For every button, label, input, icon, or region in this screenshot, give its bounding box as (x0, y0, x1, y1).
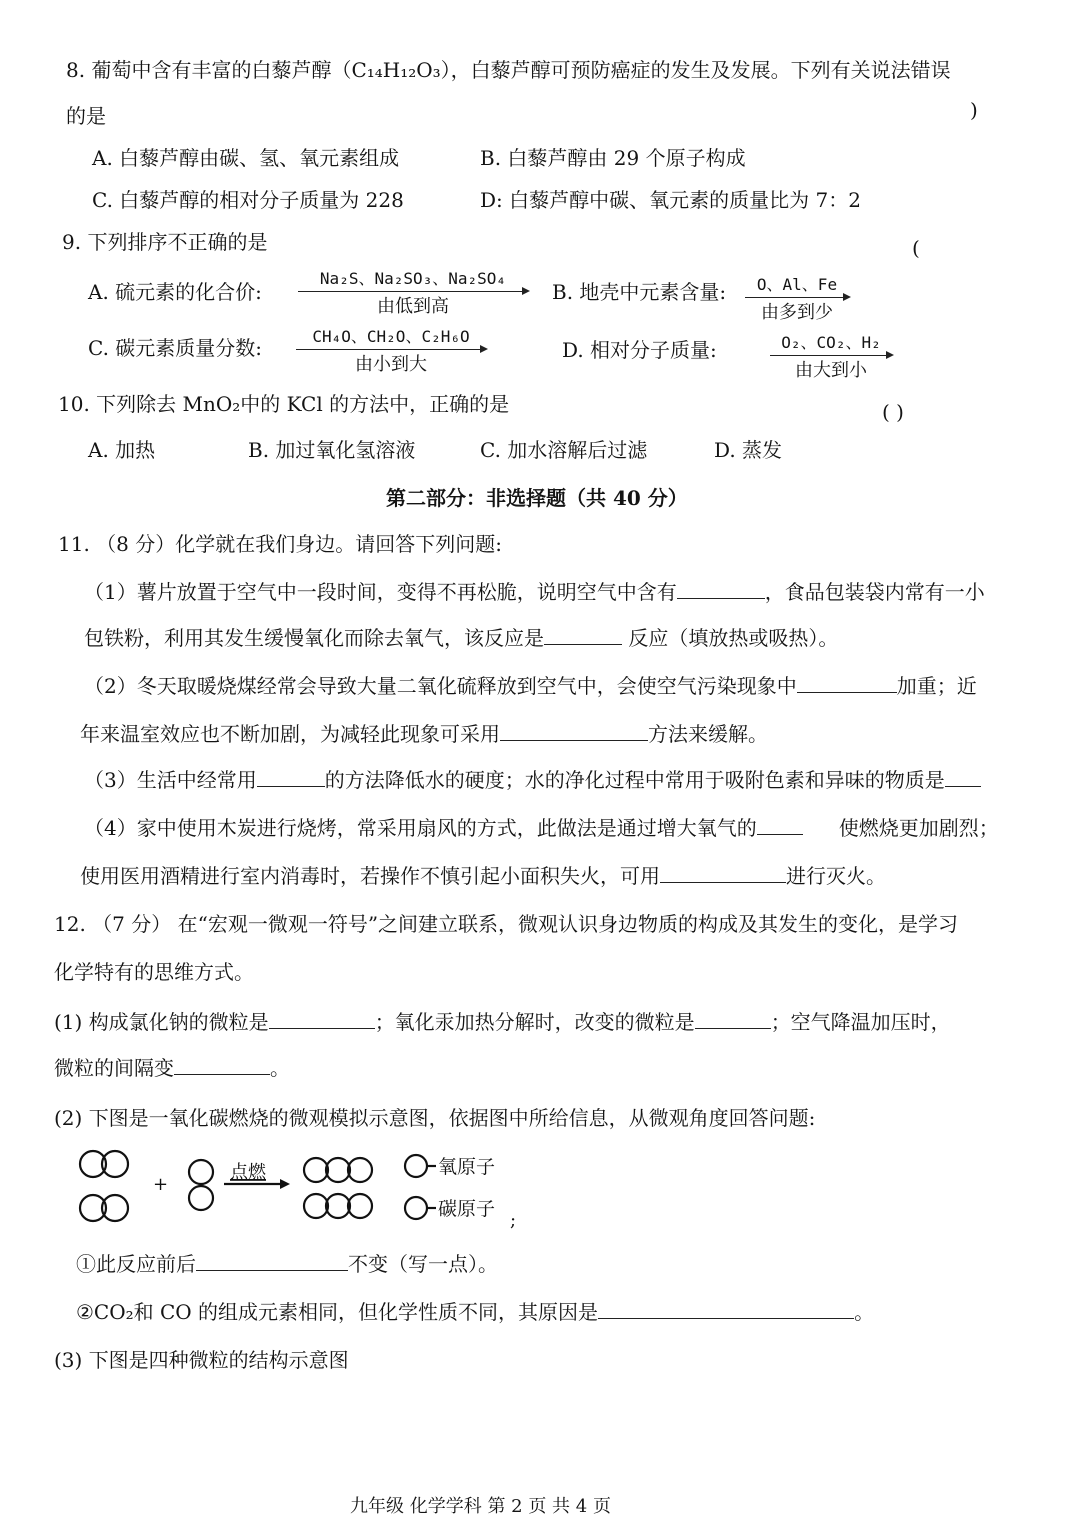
q8-answer-paren: ) (970, 98, 978, 122)
q11-part3-text-b: 的方法降低水的硬度；水的净化过程中常用于吸附色素和异味的物质是 (324, 768, 945, 792)
arrow-icon (296, 349, 486, 350)
q11-part2-text-a: （2）冬天取暖烧煤经常会导致大量二氧化硫释放到空气中，会使空气污染现象中 (84, 674, 797, 698)
legend-carbon-label: 碳原子 (438, 1198, 496, 1220)
q12-part1-text-a: (1) 构成氯化钠的微粒是 (54, 1010, 269, 1034)
q9-option-c-order: 由小到大 (355, 354, 427, 375)
q11-part1-text-d: 反应（填放热或吸热）。 (622, 626, 839, 650)
q8-stem-line1: 8. 葡萄中含有丰富的白藜芦醇（C₁₄H₁₂O₃），白藜芦醇可预防癌症的发生及发展。下列有关说法错误 (66, 58, 951, 82)
q9-option-a-arrow (298, 266, 528, 318)
q9-option-b-order: 由多到少 (761, 302, 833, 323)
q11-part2-text-d: 方法来缓解。 (648, 722, 768, 746)
q12-sub2-text-b: 。 (854, 1300, 875, 1324)
q9-option-b-arrow (745, 272, 849, 324)
q8-option-c: C. 白藜芦醇的相对分子质量为 228 (92, 188, 404, 212)
answer-blank[interactable] (660, 864, 786, 883)
q9-option-b-label: B. 地壳中元素含量: (552, 280, 727, 304)
answer-blank[interactable] (544, 626, 622, 645)
q12-part1-line1 (54, 1010, 951, 1034)
arrow-icon (770, 355, 892, 356)
q12-stem-line2: 化学特有的思维方式。 (54, 960, 254, 984)
legend-semicolon: ; (510, 1210, 517, 1230)
q12-part1-text-b: ；氧化汞加热分解时，改变的微粒是 (374, 1010, 695, 1034)
q11-part1-text-b: ，食品包装袋内常有一小 (764, 580, 985, 604)
q10-option-a: A. 加热 (88, 438, 156, 462)
page-footer: 九年级 化学学科 第 2 页 共 4 页 (350, 1496, 611, 1517)
oxygen-atom-icon (405, 1155, 436, 1177)
q10-option-b: B. 加过氧化氢溶液 (248, 438, 416, 462)
q11-part3-line (84, 768, 981, 792)
q11-part4-line1 (84, 816, 999, 840)
q8-option-a: A. 白藜芦醇由碳、氢、氧元素组成 (92, 146, 400, 170)
q12-part2-stem: (2) 下图是一氧化碳燃烧的微观模拟示意图，依据图中所给信息，从微观角度回答问题: (54, 1106, 816, 1130)
q12-sub1-text-b: 不变（写一点）。 (348, 1252, 498, 1276)
q11-part4-text-d: 进行灭火。 (786, 864, 886, 888)
co-combustion-diagram (70, 1146, 540, 1230)
section-heading: 第二部分：非选择题（共 40 分） (386, 486, 688, 510)
q10-answer-paren: ( ) (882, 400, 904, 424)
q9-option-a-label: A. 硫元素的化合价: (88, 280, 262, 304)
q9-option-b-sequence: O、Al、Fe (756, 275, 838, 294)
answer-blank[interactable] (500, 722, 648, 741)
q12-sub2-line (76, 1300, 874, 1324)
q8-option-b: B. 白藜芦醇由 29 个原子构成 (480, 146, 746, 170)
q12-part3-stem: (3) 下图是四种微粒的结构示意图 (54, 1348, 349, 1372)
q11-part2-text-b: 加重；近 (896, 674, 977, 698)
q11-part2-text-c: 年来温室效应也不断加剧，为减轻此现象可采用 (80, 722, 500, 746)
answer-blank[interactable] (695, 1010, 771, 1029)
plus-sign: + (153, 1174, 169, 1195)
answer-blank[interactable] (598, 1300, 854, 1319)
q8-stem-line2: 的是 (66, 104, 106, 128)
q9-option-d-order: 由大到小 (795, 360, 867, 381)
q12-part1-text-e: 。 (270, 1056, 290, 1080)
answer-blank[interactable] (269, 1010, 375, 1029)
q10-stem: 10. 下列除去 MnO₂中的 KCl 的方法中，正确的是 (58, 392, 510, 416)
arrow-icon (298, 291, 528, 292)
q11-part4-text-a: （4）家中使用木炭进行烧烤，常采用扇风的方式，此做法是通过增大氧气的 (84, 816, 757, 840)
answer-blank[interactable] (757, 816, 803, 835)
q11-part2-line1 (84, 674, 977, 698)
answer-blank[interactable] (174, 1056, 270, 1075)
q12-sub1-text-a: ①此反应前后 (76, 1252, 196, 1276)
q11-part4-text-c: 使用医用酒精进行室内消毒时，若操作不慎引起小面积失火，可用 (80, 864, 660, 888)
answer-blank[interactable] (677, 580, 765, 599)
q11-part1-text-c: 包铁粉，利用其发生缓慢氧化而除去氧气，该反应是 (84, 626, 544, 650)
q9-option-a-order: 由低到高 (377, 296, 449, 317)
q12-part1-text-c: ；空气降温加压时， (770, 1010, 951, 1034)
answer-blank[interactable] (797, 674, 897, 693)
q9-answer-paren: ( (912, 236, 920, 260)
q9-option-c-arrow (296, 324, 486, 376)
q10-option-c: C. 加水溶解后过滤 (480, 438, 648, 462)
q9-option-a-sequence: Na₂S、Na₂SO₃、Na₂SO₄ (319, 269, 507, 288)
reaction-condition: 点燃 (230, 1162, 266, 1183)
legend-oxygen-label: 氧原子 (438, 1156, 496, 1178)
q9-option-c-sequence: CH₄O、CH₂O、C₂H₆O (312, 327, 470, 346)
co-molecule-icon (80, 1151, 128, 1177)
q11-stem: 11. （8 分）化学就在我们身边。请回答下列问题: (58, 532, 502, 556)
co-molecule-icon (80, 1195, 128, 1221)
q9-option-d-sequence: O₂、CO₂、H₂ (781, 333, 881, 352)
q11-part4-text-b: 使燃烧更加剧烈； (838, 816, 999, 840)
co2-molecule-icon (304, 1194, 372, 1218)
q12-sub2-text-a: ②CO₂和 CO 的组成元素相同，但化学性质不同，其原因是 (76, 1300, 599, 1324)
q12-sub1-line (76, 1252, 498, 1276)
q8-option-d: D: 白藜芦醇中碳、氧元素的质量比为 7：2 (480, 188, 861, 212)
q11-part4-line2 (80, 864, 886, 888)
q11-part1-line2 (84, 626, 838, 650)
answer-blank[interactable] (257, 768, 325, 787)
q9-option-d-arrow (770, 330, 892, 382)
o2-molecule-icon (189, 1160, 213, 1210)
q12-stem-line1: 12. （7 分） 在“宏观一微观一符号”之间建立联系，微观认识身边物质的构成及其发生的变化，是学习 (54, 912, 959, 936)
answer-blank[interactable] (945, 768, 981, 787)
q10-option-d: D. 蒸发 (714, 438, 783, 462)
q12-part1-text-d: 微粒的间隔变 (54, 1056, 174, 1080)
q9-stem: 9. 下列排序不正确的是 (62, 230, 268, 254)
answer-blank[interactable] (196, 1252, 348, 1271)
q9-option-c-label: C. 碳元素质量分数: (88, 336, 263, 360)
q11-part3-text-a: （3）生活中经常用 (84, 768, 257, 792)
arrow-icon (745, 297, 849, 298)
carbon-atom-icon (405, 1197, 436, 1219)
co2-molecule-icon (304, 1158, 372, 1182)
q11-part1-line1 (84, 580, 985, 604)
q11-part1-text-a: （1）薯片放置于空气中一段时间，变得不再松脆，说明空气中含有 (84, 580, 677, 604)
q11-part2-line2 (80, 722, 768, 746)
q9-option-d-label: D. 相对分子质量: (562, 338, 717, 362)
q12-part1-line2 (54, 1056, 290, 1080)
